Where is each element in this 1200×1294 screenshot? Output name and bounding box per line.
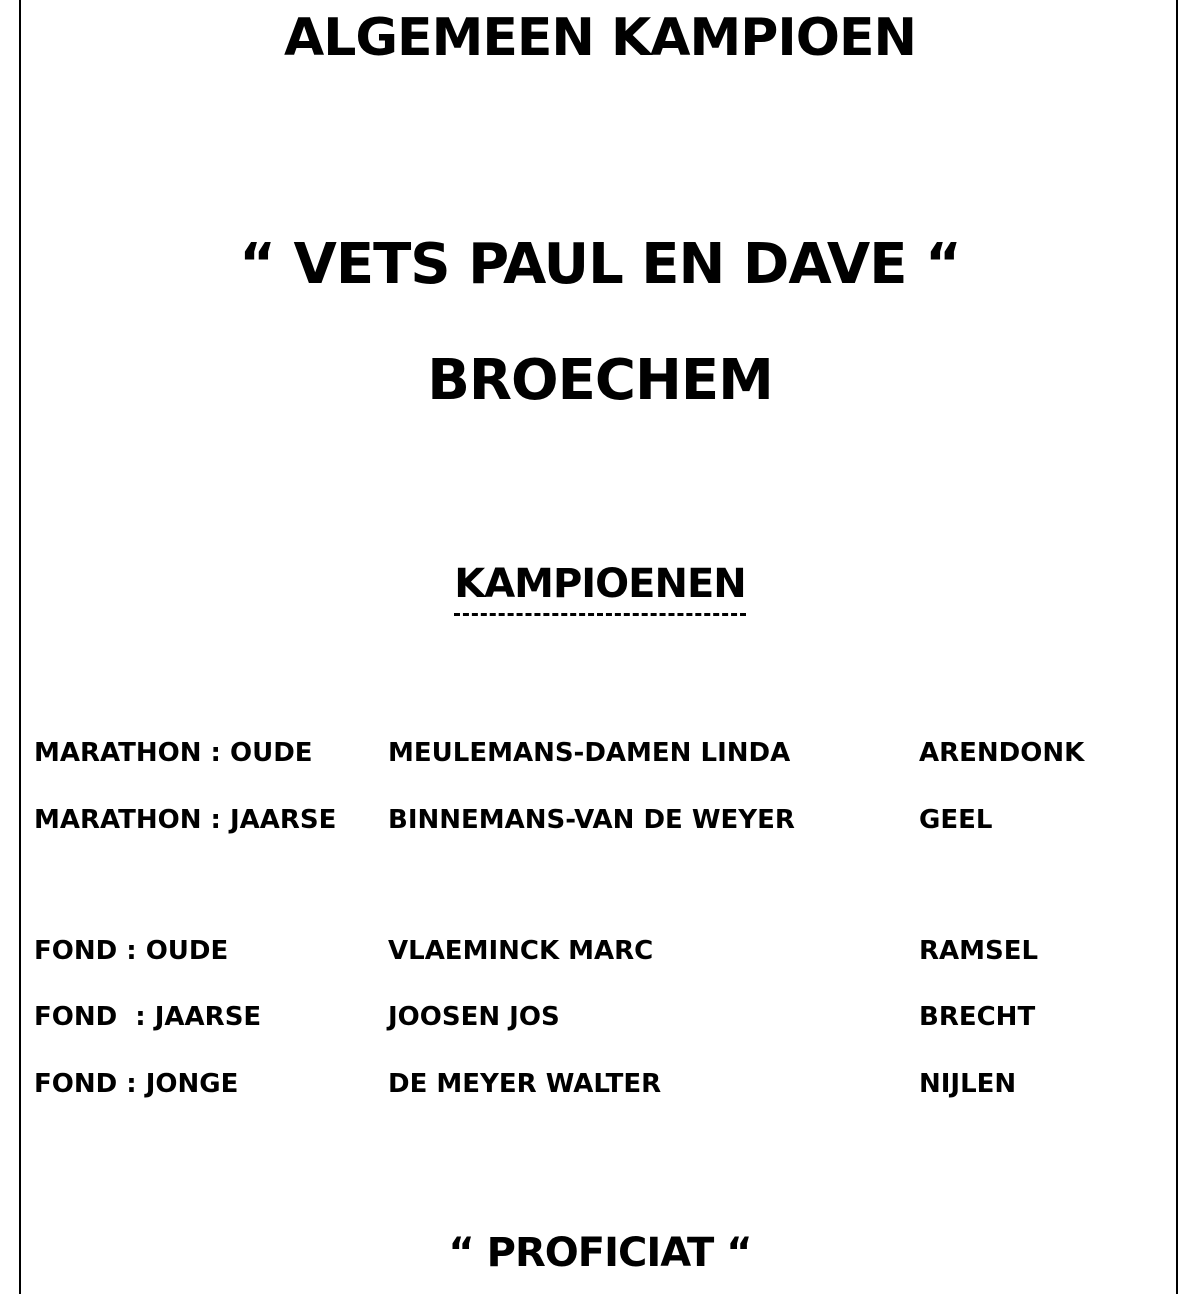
- champion-category: FOND : JONGE: [34, 1069, 239, 1099]
- section-heading: [0, 557, 1200, 616]
- champion-category: FOND : JAARSE: [34, 1002, 262, 1032]
- champion-category: MARATHON : OUDE: [34, 738, 313, 768]
- closing-message: “ PROFICIAT “: [448, 1230, 752, 1276]
- champion-name: VLAEMINCK MARC: [388, 936, 654, 966]
- champion-row: [0, 931, 1200, 971]
- champion-name: MEULEMANS-DAMEN LINDA: [388, 738, 791, 768]
- club-city: BROECHEM: [427, 348, 773, 413]
- champion-row: [0, 1064, 1200, 1104]
- champion-name: BINNEMANS-VAN DE WEYER: [388, 805, 795, 835]
- champion-category: FOND : OUDE: [34, 936, 229, 966]
- champion-row: [0, 733, 1200, 773]
- champion-name: DE MEYER WALTER: [388, 1069, 662, 1099]
- page-title: ALGEMEEN KAMPIOEN: [284, 8, 916, 68]
- section-heading-text: KAMPIOENEN: [454, 557, 746, 616]
- champion-city: ARENDONK: [919, 738, 1085, 768]
- champion-row: [0, 800, 1200, 840]
- club-name: “ VETS PAUL EN DAVE “: [239, 232, 961, 297]
- champion-name: JOOSEN JOS: [388, 1002, 560, 1032]
- champion-city: BRECHT: [919, 1002, 1036, 1032]
- champion-city: RAMSEL: [919, 936, 1039, 966]
- champion-category: MARATHON : JAARSE: [34, 805, 337, 835]
- champion-row: [0, 997, 1200, 1037]
- champion-city: GEEL: [919, 805, 993, 835]
- champion-city: NIJLEN: [919, 1069, 1017, 1099]
